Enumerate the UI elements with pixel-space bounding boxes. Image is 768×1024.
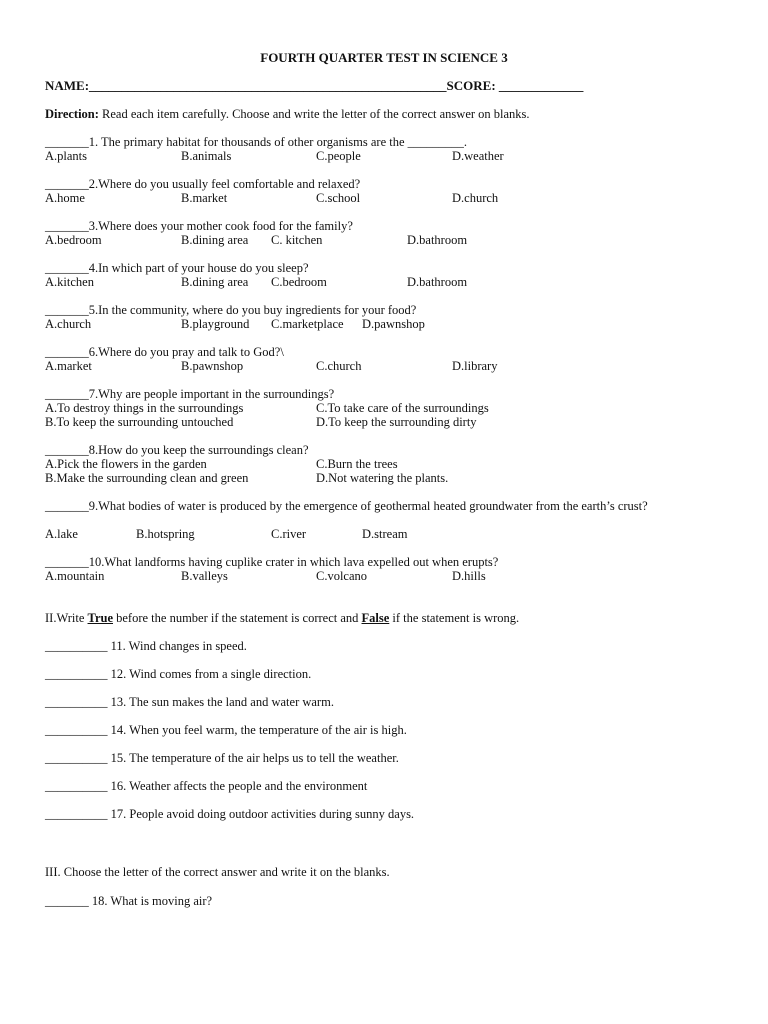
q3-option-b: B.dining area [181, 233, 249, 247]
question-7: _______7.Why are people important in the surroundings? [45, 387, 335, 401]
question-9: _______9.What bodies of water is produced by the emergence of geothermal heated groundwater from the earth’s crust? [45, 499, 648, 513]
q5-option-d: D.pawnshop [362, 317, 425, 331]
part2-instruction [45, 611, 519, 625]
q10-option-b: B.valleys [181, 569, 228, 583]
q4-option-c: C.bedroom [271, 275, 327, 289]
q7-option-c: C.To take care of the surroundings [316, 401, 489, 415]
score-field-label: SCORE: _____________ [446, 78, 584, 93]
part2-instruction-mid: before the number if the statement is correct and [113, 611, 362, 625]
q6-option-b: B.pawnshop [181, 359, 244, 373]
q1-option-c: C.people [316, 149, 361, 163]
q2-option-c: C.school [316, 191, 361, 205]
question-4: _______4.In which part of your house do you sleep? [45, 261, 309, 275]
question-2: _______2.Where do you usually feel comfortable and relaxed? [45, 177, 361, 191]
item-13: __________ 13. The sun makes the land and water warm. [45, 695, 334, 709]
direction-body: Read each item carefully. Choose and write the letter of the correct answer on blanks. [98, 107, 530, 121]
q4-option-a: A.kitchen [45, 275, 94, 289]
page-title: FOURTH QUARTER TEST IN SCIENCE 3 [260, 50, 508, 65]
direction-text [45, 107, 530, 121]
q6-option-a: A.market [45, 359, 92, 373]
part3-instruction: III. Choose the letter of the correct answer and write it on the blanks. [45, 865, 390, 879]
item-18: _______ 18. What is moving air? [45, 894, 213, 908]
q5-option-a: A.church [45, 317, 92, 331]
q5-option-c: C.marketplace [271, 317, 344, 331]
q4-option-b: B.dining area [181, 275, 249, 289]
q9-option-d: D.stream [362, 527, 408, 541]
q4-option-d: D.bathroom [407, 275, 468, 289]
item-15: __________ 15. The temperature of the air helps us to tell the weather. [45, 751, 399, 765]
q8-option-d: D.Not watering the plants. [316, 471, 449, 485]
question-10: _______10.What landforms having cuplike crater in which lava expelled out when erupts? [45, 555, 499, 569]
question-8: _______8.How do you keep the surroundings clean? [45, 443, 309, 457]
q6-option-d: D.library [452, 359, 498, 373]
q9-option-c: C.river [271, 527, 307, 541]
q8-option-c: C.Burn the trees [316, 457, 398, 471]
item-14: __________ 14. When you feel warm, the temperature of the air is high. [45, 723, 407, 737]
q2-option-d: D.church [452, 191, 499, 205]
q3-option-a: A.bedroom [45, 233, 102, 247]
q8-option-b: B.Make the surrounding clean and green [45, 471, 249, 485]
question-3: _______3.Where does your mother cook food for the family? [45, 219, 353, 233]
q6-option-c: C.church [316, 359, 362, 373]
question-6: _______6.Where do you pray and talk to God?\ [45, 345, 284, 359]
name-score-line [45, 79, 583, 93]
q7-option-b: B.To keep the surrounding untouched [45, 415, 234, 429]
q10-option-c: C.volcano [316, 569, 368, 583]
q2-option-a: A.home [45, 191, 85, 205]
item-12: __________ 12. Wind comes from a single direction. [45, 667, 312, 681]
question-5: _______5.In the community, where do you buy ingredients for your food? [45, 303, 417, 317]
q7-option-a: A.To destroy things in the surroundings [45, 401, 244, 415]
question-1: _______1. The primary habitat for thousands of other organisms are the _________. [45, 135, 468, 149]
q2-option-b: B.market [181, 191, 228, 205]
q7-option-d: D.To keep the surrounding dirty [316, 415, 477, 429]
direction-label: Direction: [45, 107, 99, 121]
item-11: __________ 11. Wind changes in speed. [45, 639, 247, 653]
part2-instruction-post: if the statement is wrong. [389, 611, 520, 625]
item-17: __________ 17. People avoid doing outdoor activities during sunny days. [45, 807, 415, 821]
part2-instruction-pre: II.Write [45, 611, 88, 625]
q9-option-b: B.hotspring [136, 527, 195, 541]
false-word: False [361, 611, 390, 625]
q1-option-a: A.plants [45, 149, 88, 163]
q10-option-d: D.hills [452, 569, 486, 583]
item-16: __________ 16. Weather affects the people and the environment [45, 779, 368, 793]
q8-option-a: A.Pick the flowers in the garden [45, 457, 207, 471]
q9-option-a: A.lake [45, 527, 78, 541]
q10-option-a: A.mountain [45, 569, 105, 583]
q3-option-c: C. kitchen [271, 233, 323, 247]
q3-option-d: D.bathroom [407, 233, 468, 247]
q1-option-d: D.weather [452, 149, 504, 163]
name-field-label: NAME:_______________________________________________________ [45, 78, 447, 93]
q1-option-b: B.animals [181, 149, 232, 163]
true-word: True [87, 611, 113, 625]
q5-option-b: B.playground [181, 317, 250, 331]
